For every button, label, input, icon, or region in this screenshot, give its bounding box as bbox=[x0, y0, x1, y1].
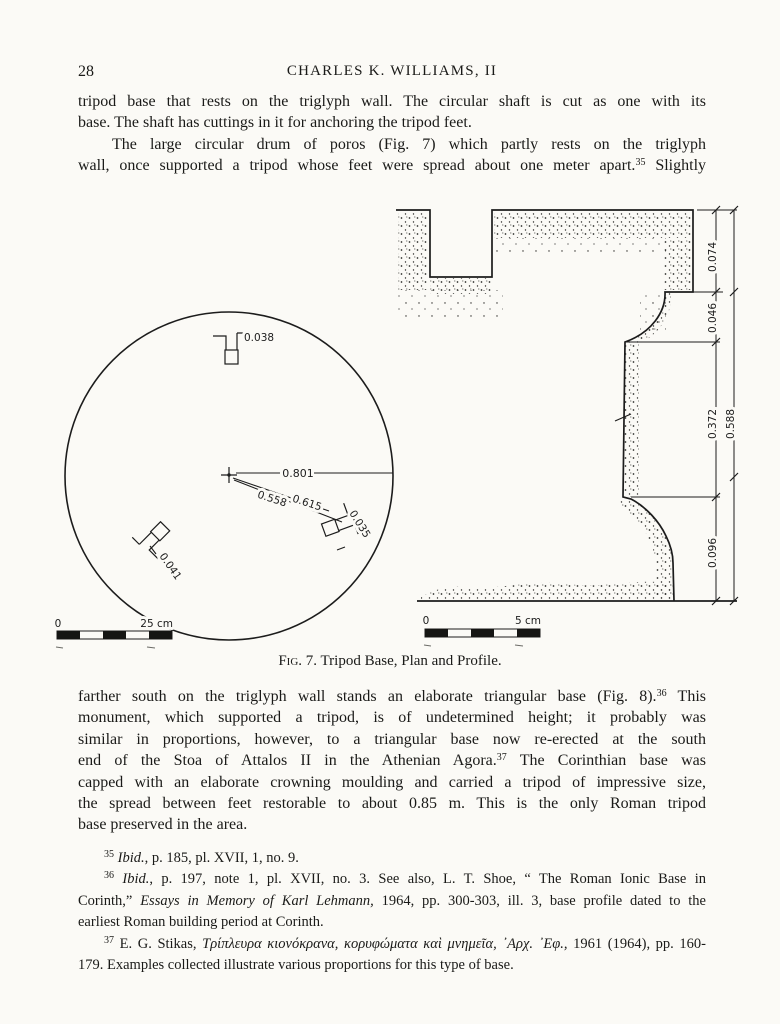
footnote-ref-36: 36 bbox=[656, 688, 667, 699]
text-run: 1964, pp. 300-303, ill. 3, base profile dated to the bbox=[373, 892, 706, 909]
scale-zero-label: 0 bbox=[422, 615, 430, 627]
text-line: similar in proportions, however, to a triangular base now re-erected at the south bbox=[78, 730, 706, 748]
text-line: base preserved in the area. bbox=[78, 816, 248, 834]
radius-dimension-label: 0.801 bbox=[282, 467, 314, 480]
sw-cutting-label: 0.041 bbox=[156, 550, 184, 583]
profile-dim-base-label: 0.096 bbox=[707, 537, 719, 569]
footnote-number: 36 bbox=[104, 870, 114, 882]
paragraph-3 bbox=[78, 686, 706, 836]
text-run: , p. 185, pl. XVII, 1, no. 9. bbox=[144, 850, 299, 866]
text-run: 1961 (1964), pp. 160- bbox=[567, 935, 707, 952]
footnote-36-line-3: earliest Roman building period at Corinth. bbox=[78, 914, 324, 931]
footnote-36-line-1 bbox=[78, 869, 706, 890]
sw-cutting-symbol bbox=[132, 515, 178, 561]
footnote-36-line-2 bbox=[78, 891, 706, 912]
plan-view bbox=[55, 312, 393, 648]
diagonal-dimension-label-1: 0.558 bbox=[255, 488, 289, 510]
footnote-37-line-1 bbox=[78, 934, 706, 955]
scale-max-label: 25 cm bbox=[140, 618, 173, 630]
footnote-35 bbox=[78, 848, 706, 869]
text-run: farther south on the triglyph wall stands an elaborate triangular base (Fig. 8). bbox=[78, 688, 657, 705]
text-line bbox=[78, 155, 706, 176]
top-cutting-label: 0.038 bbox=[244, 332, 275, 344]
text-run: wall, once supported a tripod whose feet were spread about one meter apart. bbox=[78, 157, 636, 175]
paragraph-2 bbox=[78, 134, 706, 177]
page-number: 28 bbox=[78, 63, 94, 80]
text-run: The Corinthian base was bbox=[519, 752, 706, 770]
text-line: monument, which supported a tripod, is of undetermined height; it probably was bbox=[78, 709, 706, 727]
text-run: , p. 197, note 1, pl. XVII, no. 3. See also, L. T. Shoe, “ The Roman Ionic Base in bbox=[149, 871, 706, 888]
top-cutting-symbol bbox=[213, 333, 247, 364]
profile-dim-top-label: 0.074 bbox=[707, 241, 719, 273]
footnote-number: 37 bbox=[104, 934, 114, 946]
se-cutting-label: 0.035 bbox=[346, 508, 373, 541]
profile-view bbox=[396, 206, 738, 646]
footnotes bbox=[78, 848, 706, 976]
profile-scale-bar bbox=[423, 615, 541, 646]
text-line: base. The shaft has cuttings in it for anchoring the tripod feet. bbox=[78, 114, 472, 132]
footnote-ref-35: 35 bbox=[635, 157, 646, 169]
text-line: capped with an elaborate crowning moulding and carried a tripod of impressive size, bbox=[78, 773, 706, 791]
sw-cutting-leader bbox=[150, 546, 156, 554]
text-line: The large circular drum of poros (Fig. 7) which partly rests on the triglyph bbox=[112, 136, 706, 153]
profile-dim-shaft-label: 0.372 bbox=[707, 408, 719, 440]
scale-zero-label: 0 bbox=[54, 618, 62, 630]
text-line: the spread between feet restorable to about 0.85 m. This is the only Roman tripod bbox=[78, 795, 706, 813]
footnote-ref-37: 37 bbox=[496, 752, 507, 764]
text-run: Corinth,” bbox=[78, 892, 141, 909]
greek-text-run: Τρίπλευρα κιονόκρανα, κορυφώματα καὶ μνημεῖα, ᾿Αρχ. ᾿Εφ., bbox=[202, 935, 568, 952]
se-cutting-tick bbox=[337, 547, 345, 550]
page-header bbox=[78, 63, 706, 85]
figure-caption-text: Tripod Base, Plan and Profile. bbox=[320, 653, 502, 669]
plan-scale-bar bbox=[55, 618, 173, 648]
paragraph-1 bbox=[78, 91, 706, 134]
text-line: tripod base that rests on the triglyph wall. The circular shaft is cut as one with its bbox=[78, 93, 706, 110]
stipple-texture bbox=[398, 212, 692, 600]
footnote-37-line-2: 179. Examples collected illustrate various proportions for this type of base. bbox=[78, 957, 514, 974]
text-run: This bbox=[677, 688, 706, 705]
text-run: end of the Stoa of Attalos II in the Athenian Agora. bbox=[78, 752, 497, 770]
profile-dim-total-label: 0.588 bbox=[725, 408, 737, 440]
text-line bbox=[78, 750, 706, 771]
running-head: CHARLES K. WILLIAMS, II bbox=[286, 63, 498, 79]
figure-caption bbox=[0, 653, 780, 670]
text-run: Ibid. bbox=[117, 850, 145, 866]
footnote-number: 35 bbox=[104, 849, 114, 860]
text-run: Slightly bbox=[655, 157, 707, 175]
text-run: E. G. Stikas, bbox=[119, 935, 203, 952]
diagonal-dimension-label-2: 0.615 bbox=[290, 492, 324, 514]
profile-dim-cavetto-label: 0.046 bbox=[707, 302, 719, 334]
text-run: Essays in Memory of Karl Lehmann, bbox=[140, 892, 374, 909]
text-run: Ibid. bbox=[122, 871, 150, 888]
scale-max-label: 5 cm bbox=[514, 615, 541, 627]
figure-7-drawing bbox=[0, 190, 780, 660]
figure-caption-label: Fig. 7. bbox=[278, 653, 318, 669]
text-line bbox=[78, 686, 706, 707]
diagonal-dimension-lines bbox=[233, 478, 342, 522]
profile-outline bbox=[396, 210, 693, 601]
